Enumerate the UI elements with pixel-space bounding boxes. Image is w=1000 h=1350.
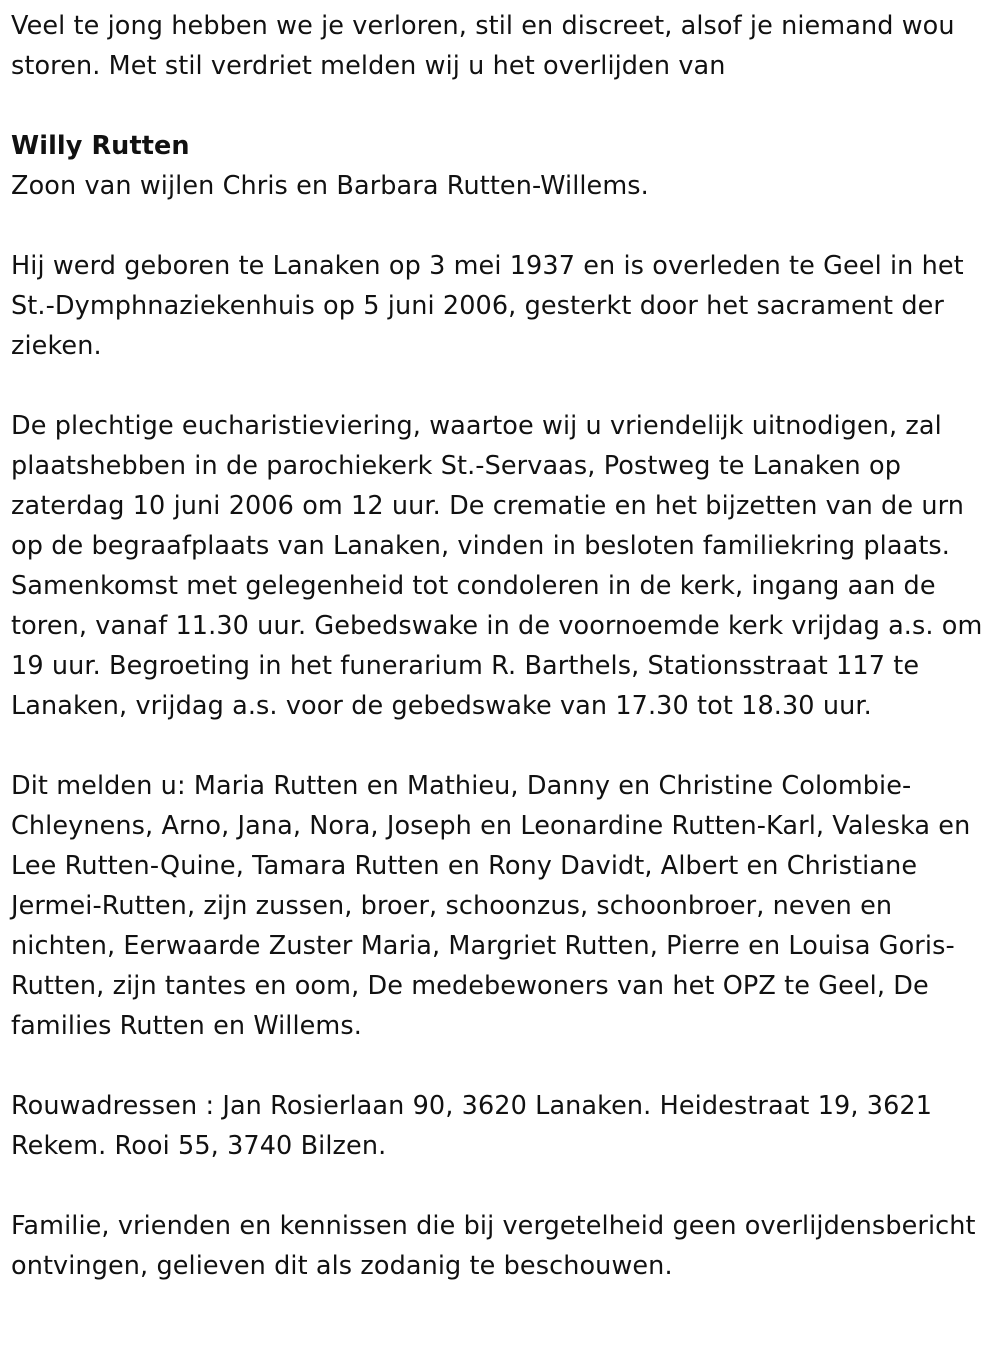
spacer [11,726,991,766]
addresses-paragraph: Rouwadressen : Jan Rosierlaan 90, 3620 Lanaken. Heidestraat 19, 3621 Rekem. Rooi 55, 3740 Bilzen. [11,1091,933,1161]
birth-death-paragraph: Hij werd geboren te Lanaken op 3 mei 1937 en is overleden te Geel in het St.-Dymphnaziekenhuis op 5 juni 2006, gesterkt door het sacrament der zieken. [11,251,964,361]
parents-paragraph: Zoon van wijlen Chris en Barbara Rutten-Willems. [11,171,649,201]
spacer [11,1166,991,1206]
obituary-document [11,6,991,1286]
announced-by-paragraph: Dit melden u: Maria Rutten en Mathieu, Danny en Christine Colombie-Chleynens, Arno, Jana, Nora, Joseph en Leonardine Rutten-Karl, Valeska en Lee Rutten-Quine, Tamara Rutten en Rony Davidt, Albert en Christiane Jermei-Rutten, zijn zussen, broer, schoonzus, schoonbroer, neven en nichten, Eerwaarde Zuster Maria, Margriet Rutten, Pierre en Louisa Goris-Rutten, zijn tantes en oom, De medebewoners van het OPZ te Geel, De families Rutten en Willems. [11,771,971,1041]
spacer [11,1046,991,1086]
closing-paragraph: Familie, vrienden en kennissen die bij vergetelheid geen overlijdensbericht ontvingen, gelieven dit als zodanig te beschouwen. [11,1211,976,1281]
spacer [11,206,991,246]
deceased-name: Willy Rutten [11,131,190,161]
intro-paragraph: Veel te jong hebben we je verloren, stil en discreet, alsof je niemand wou storen. Met stil verdriet melden wij u het overlijden van [11,11,955,81]
ceremony-paragraph: De plechtige eucharistieviering, waartoe wij u vriendelijk uitnodigen, zal plaatshebben in de parochiekerk St.-Servaas, Postweg te Lanaken op zaterdag 10 juni 2006 om 12 uur. De crematie en het bijzetten van de urn op de begraafplaats van Lanaken, vinden in besloten familiekring plaats. Samenkomst met gelegenheid tot condoleren in de kerk, ingang aan de toren, vanaf 11.30 uur. Gebedswake in de voornoemde kerk vrijdag a.s. om 19 uur. Begroeting in het funerarium R. Barthels, Stationsstraat 117 te Lanaken, vrijdag a.s. voor de gebedswake van 17.30 tot 18.30 uur. [11,411,983,721]
spacer [11,86,991,126]
spacer [11,366,991,406]
